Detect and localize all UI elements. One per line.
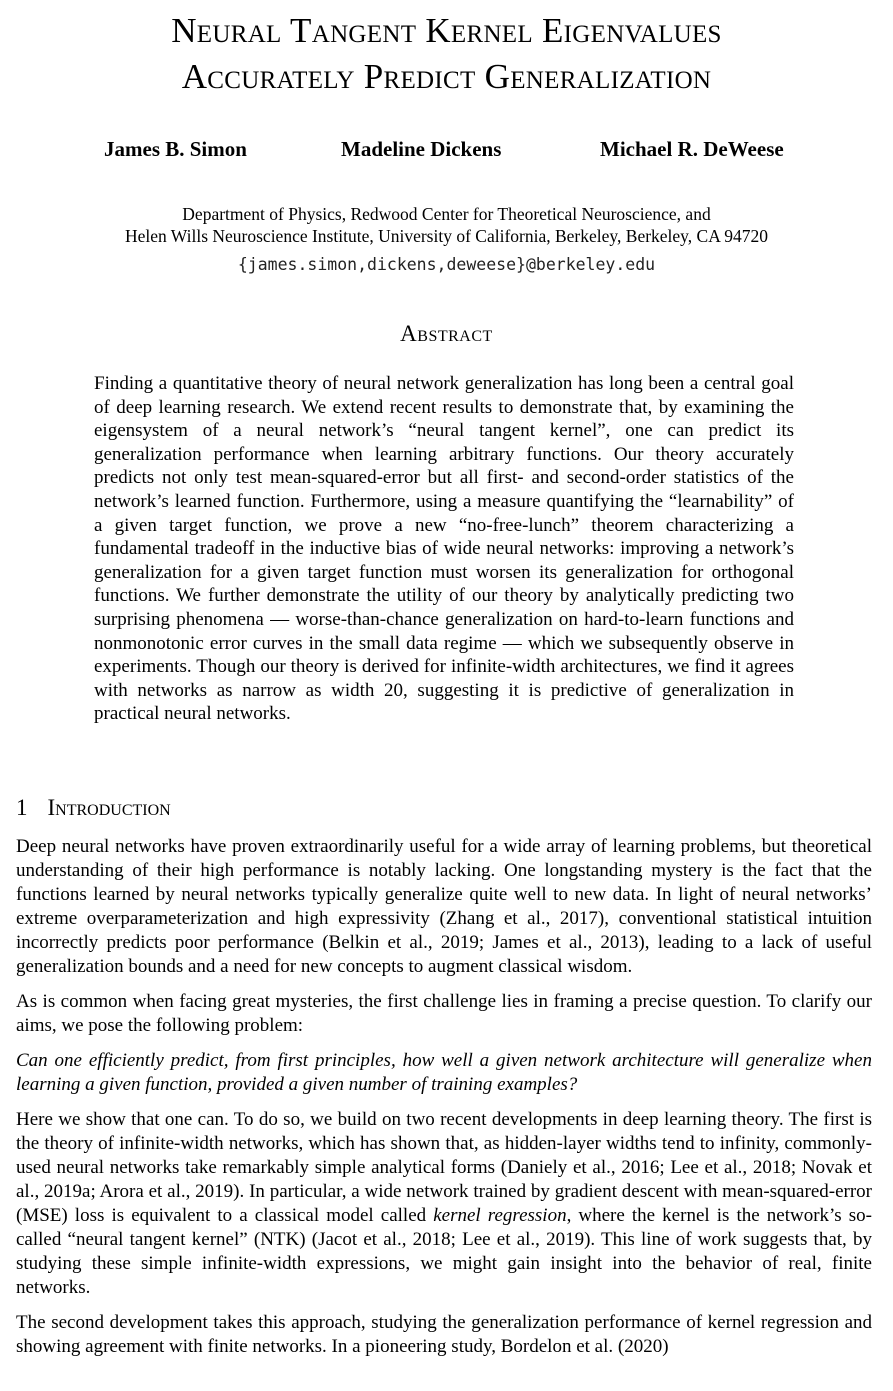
- title-line-2: Accurately Predict Generalization: [181, 57, 712, 96]
- author-emails: {james.simon,dickens,deweese}@berkeley.edu: [237, 255, 656, 274]
- paragraph-1: Deep neural networks have proven extraordinarily useful for a wide array of learning problems, but theoretical understanding of their high performance is notably lacking. One longstanding mystery is the fact that the functions learned by neural networks typically generalize quite well to new data. In light of neural networks’ extreme overparameterization and high expressivity (Zhang et al., 2017), conventional statistical intuition incorrectly predicts poor performance (Belkin et al., 2019; James et al., 2013), leading to a lack of useful generalization bounds and a need for new concepts to augment classical wisdom.: [16, 836, 872, 977]
- author-1: James B. Simon: [104, 137, 247, 161]
- research-question: Can one efficiently predict, from first principles, how well a given network architecture will generalize when learning a given function, provided a given number of training examples?: [16, 1050, 872, 1095]
- paragraph-4: The second development takes this approach, studying the generalization performance of kernel regression and showing agreement with finite networks. In a pioneering study, Bordelon et al. (2020): [16, 1312, 872, 1357]
- abstract-heading: Abstract: [400, 321, 493, 346]
- affiliation: [0, 203, 893, 247]
- section-heading: [16, 795, 171, 821]
- paper-title: [0, 8, 893, 100]
- author-3: Michael R. DeWeese: [600, 137, 784, 161]
- author-list: [0, 137, 893, 163]
- abstract-text: Finding a quantitative theory of neural network generalization has long been a central goal of deep learning research. We extend recent results to demonstrate that, by examining the eigensystem of a neural network’s “neural tangent kernel”, one can predict its generalization performance when learning arbitrary functions. Our theory accurately predicts not only test mean-squared-error but all first- and second-order statistics of the network’s learned function. Furthermore, using a measure quantifying the “learnability” of a given target function, we prove a new “no-free-lunch” theorem characterizing a fundamental tradeoff in the inductive bias of wide neural networks: improving a network’s generalization for a given target function must worsen its generalization for orthogonal functions. We further demonstrate the utility of our theory by analytically predicting two surprising phenomena — worse-than-chance generalization on hard-to-learn functions and nonmonotonic error curves in the small data regime — which we subsequently observe in experiments. Though our theory is derived for infinite-width architectures, we find it agrees with networks as narrow as width 20, suggesting it is predictive of generalization in practical neural networks.: [94, 373, 794, 725]
- paragraph-3-emphasis: kernel regression: [433, 1205, 567, 1226]
- introduction-body: [16, 835, 872, 1370]
- author-2: Madeline Dickens: [341, 137, 502, 161]
- paragraph-3: [16, 1108, 872, 1300]
- affiliation-line-2: Helen Wills Neuroscience Institute, University of California, Berkeley, Berkeley, CA 94720: [124, 226, 769, 246]
- affiliation-line-1: Department of Physics, Redwood Center for Theoretical Neuroscience, and: [182, 204, 711, 224]
- paragraph-2: As is common when facing great mysteries, the first challenge lies in framing a precise question. To clarify our aims, we pose the following problem:: [16, 991, 872, 1036]
- paragraph-3-part-a: Here we show that one can. To do so, we build on two recent developments in deep learning theory. The first is the theory of infinite-width networks, which has shown that, as hidden-layer widths tend to infinity, commonly-used neural networks take remarkably simple analytical forms (Daniely et al., 2016; Lee et al., 2018; Novak et al., 2019a; Arora et al., 2019). In particular, a wide network trained by gradient descent with mean-squared-error (MSE) loss is equivalent to a classical model called: [16, 1109, 872, 1226]
- section-title: Introduction: [47, 795, 171, 820]
- title-line-1: Neural Tangent Kernel Eigenvalues: [171, 11, 722, 50]
- section-number: 1: [16, 795, 28, 820]
- paragraph-3-part-b: , where the kernel is the network’s so-called “neural tangent kernel” (NTK) (Jacot et al., 2018; Lee et al., 2019). This line of work suggests that, by studying these simple infinite-width expressions, we might gain insight into the behavior of real, finite networks.: [16, 1205, 872, 1298]
